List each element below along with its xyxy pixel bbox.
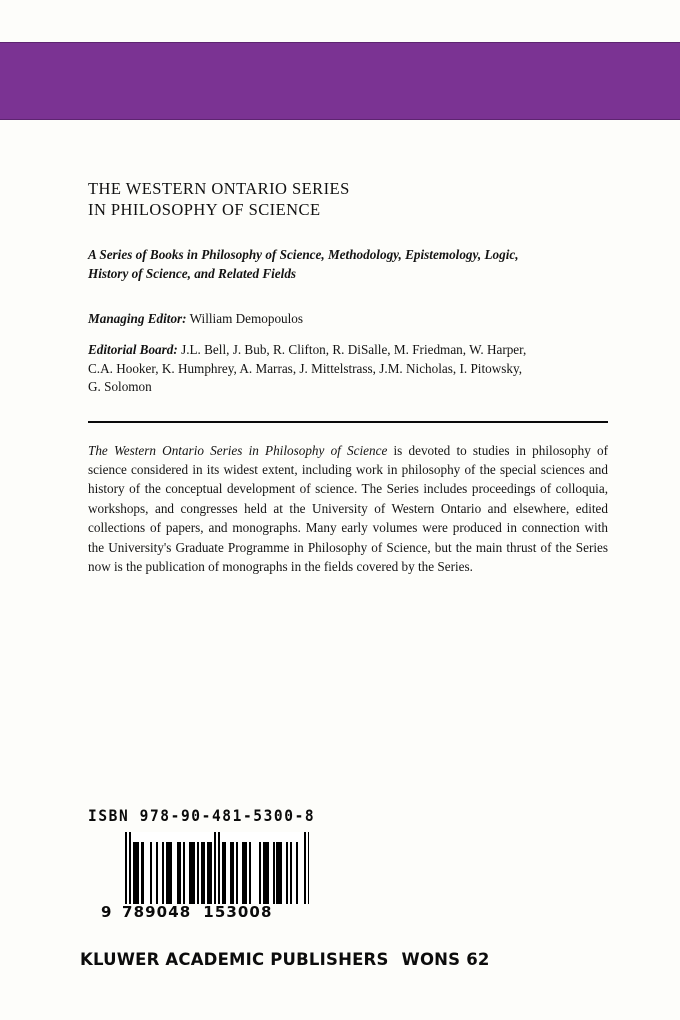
purple-header-band xyxy=(0,42,680,120)
publisher-line xyxy=(80,950,490,969)
managing-editor-name: William Demopoulos xyxy=(189,311,304,326)
barcode-lead-digit: 9 xyxy=(101,903,113,921)
series-title-line-1: THE WESTERN ONTARIO SERIES xyxy=(88,179,350,198)
editorial-board-row-3: G. Solomon xyxy=(88,379,152,394)
series-title xyxy=(88,178,608,220)
isbn-area xyxy=(88,808,608,921)
editorial-board-label: Editorial Board: xyxy=(88,342,178,357)
managing-editor-label: Managing Editor: xyxy=(88,311,187,326)
series-subtitle-line-1: A Series of Books in Philosophy of Science, Methodology, Epistemology, Logic, xyxy=(88,247,519,262)
editorial-board-row-2: C.A. Hooker, K. Humphrey, A. Marras, J. Mittelstrass, J.M. Nicholas, I. Pitowsky, xyxy=(88,360,523,376)
barcode-wrapper xyxy=(101,832,310,921)
series-description xyxy=(88,423,608,577)
barcode-digits xyxy=(101,903,316,921)
publisher-name: KLUWER ACADEMIC PUBLISHERS xyxy=(80,950,389,969)
managing-editor xyxy=(88,283,608,328)
cover-content xyxy=(88,178,608,576)
series-title-line-2: IN PHILOSOPHY OF SCIENCE xyxy=(88,200,321,219)
editorial-board-row-1 xyxy=(88,341,608,360)
series-subtitle-line-2: History of Science, and Related Fields xyxy=(88,265,297,281)
editorial-board xyxy=(88,328,608,397)
series-subtitle xyxy=(88,220,608,283)
ean13-barcode xyxy=(125,832,310,904)
isbn-text: ISBN 978-90-481-5300-8 xyxy=(88,808,316,826)
barcode-left-group: 789048 xyxy=(122,903,192,921)
barcode-right-group: 153008 xyxy=(203,903,273,921)
series-description-body: is devoted to studies in philosophy of science considered in its widest extent, including work in philosophy of the special sciences and history of the conceptual development of science. The Series includes proceedings of colloquia, workshops, and congresses held at the University of Western Ontario and elsewhere, edited collections of papers, and monographs. Many early volumes were produced in connection with the University's Graduate Programme in Philosophy of Science, but the main thrust of the Series now is the publication of monographs in the fields covered by the Series. xyxy=(88,442,608,574)
editorial-board-line-1: J.L. Bell, J. Bub, R. Clifton, R. DiSalle, M. Friedman, W. Harper, xyxy=(181,342,527,357)
publisher-series-code: WONS 62 xyxy=(401,950,490,969)
series-description-italic-lead: The Western Ontario Series in Philosophy of Science xyxy=(88,442,388,458)
